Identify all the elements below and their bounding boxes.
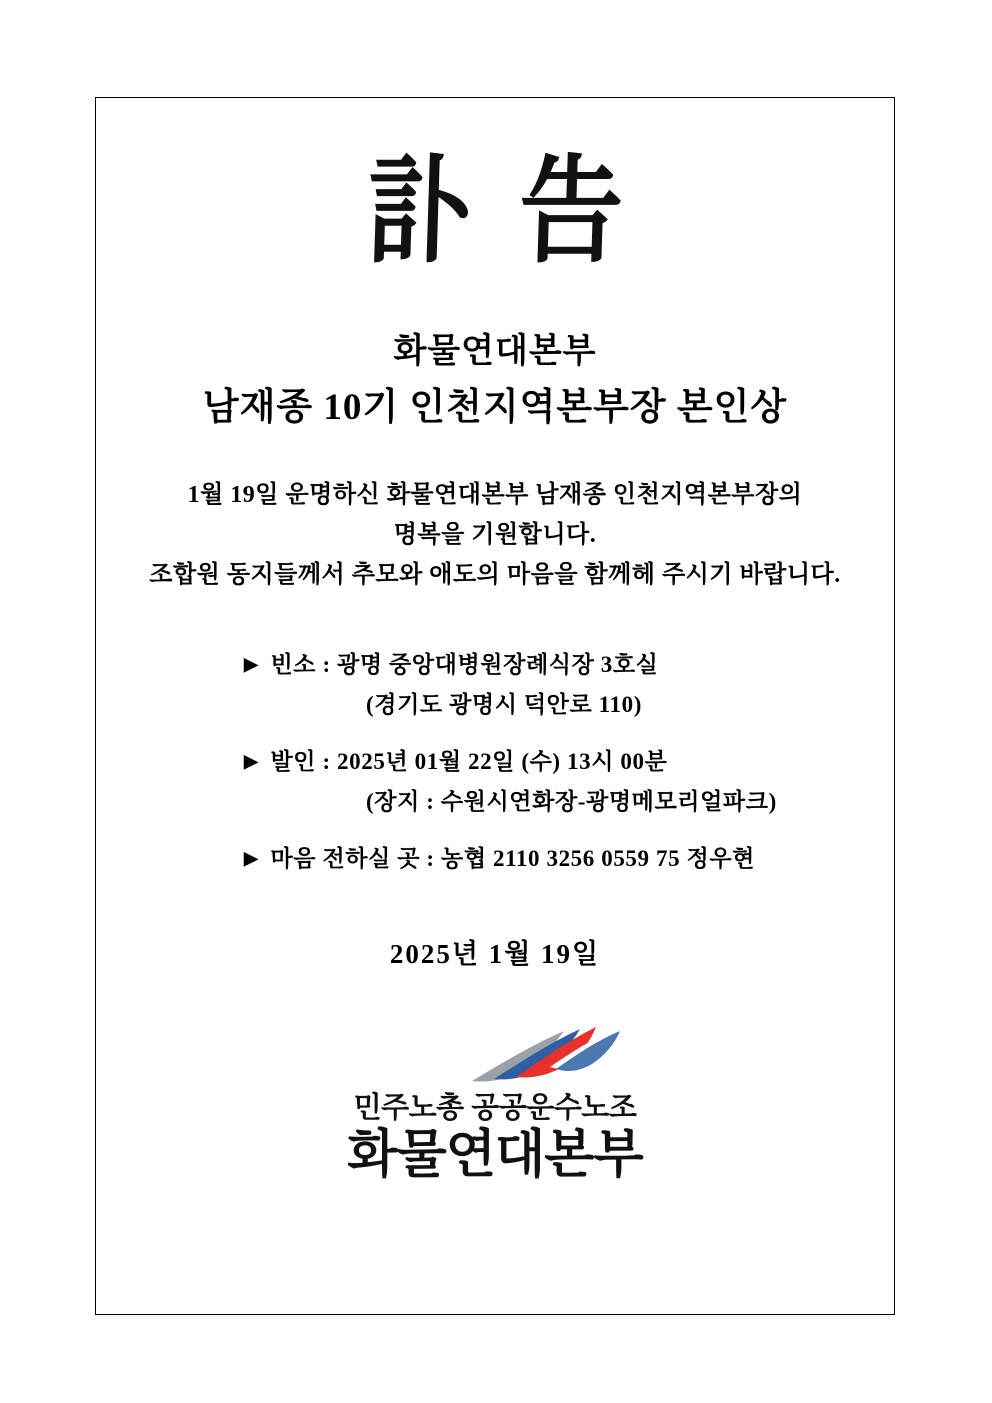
triangle-bullet-icon: ▶ bbox=[244, 847, 259, 868]
notice-document bbox=[95, 97, 895, 1315]
document-date: 2025년 1월 19일 bbox=[389, 939, 601, 970]
detail-line bbox=[244, 745, 894, 780]
triangle-bullet-icon: ▶ bbox=[244, 750, 259, 771]
title-block bbox=[203, 328, 787, 435]
detail-subtext: (장지 : 수원시연화장-광명메모리얼파크) bbox=[366, 789, 777, 815]
message-line-1: 1월 19일 운명하신 화물연대본부 남재종 인천지역본부장의 bbox=[187, 481, 803, 508]
detail-line bbox=[244, 842, 894, 877]
detail-item-funeral-hall bbox=[244, 648, 894, 723]
kptu-swoosh-logo-icon bbox=[458, 1023, 628, 1089]
page-title: 남재종 10기 인천지역본부장 본인상 bbox=[202, 387, 788, 429]
logo-text-division: 화물연대본부 bbox=[347, 1126, 643, 1185]
logo-text-federation: 민주노총 공공운수노조 bbox=[353, 1092, 637, 1125]
detail-text: 빈소 : 광명 중앙대병원장례식장 3호실 bbox=[270, 651, 659, 677]
condolence-message bbox=[149, 475, 840, 596]
detail-item-account bbox=[244, 842, 894, 877]
detail-subtext: (경기도 광명시 덕안로 110) bbox=[366, 692, 642, 718]
title-organization: 화물연대본부 bbox=[393, 333, 597, 370]
detail-text: 마음 전하실 곳 : 농협 2110 3256 0559 75 정우현 bbox=[270, 845, 755, 871]
detail-text: 발인 : 2025년 01월 22일 (수) 13시 00분 bbox=[270, 748, 668, 774]
detail-list bbox=[96, 648, 894, 899]
message-line-3: 조합원 동지들께서 추모와 애도의 마음을 함께헤 주시기 바랍니다. bbox=[149, 562, 841, 589]
message-line-2: 명복을 기원합니다. bbox=[393, 522, 597, 549]
triangle-bullet-icon: ▶ bbox=[244, 653, 259, 674]
detail-item-departure bbox=[244, 745, 894, 820]
brush-heading-bugo: 訃告 bbox=[364, 141, 674, 280]
organization-logo bbox=[96, 1023, 894, 1184]
detail-line bbox=[244, 648, 894, 683]
